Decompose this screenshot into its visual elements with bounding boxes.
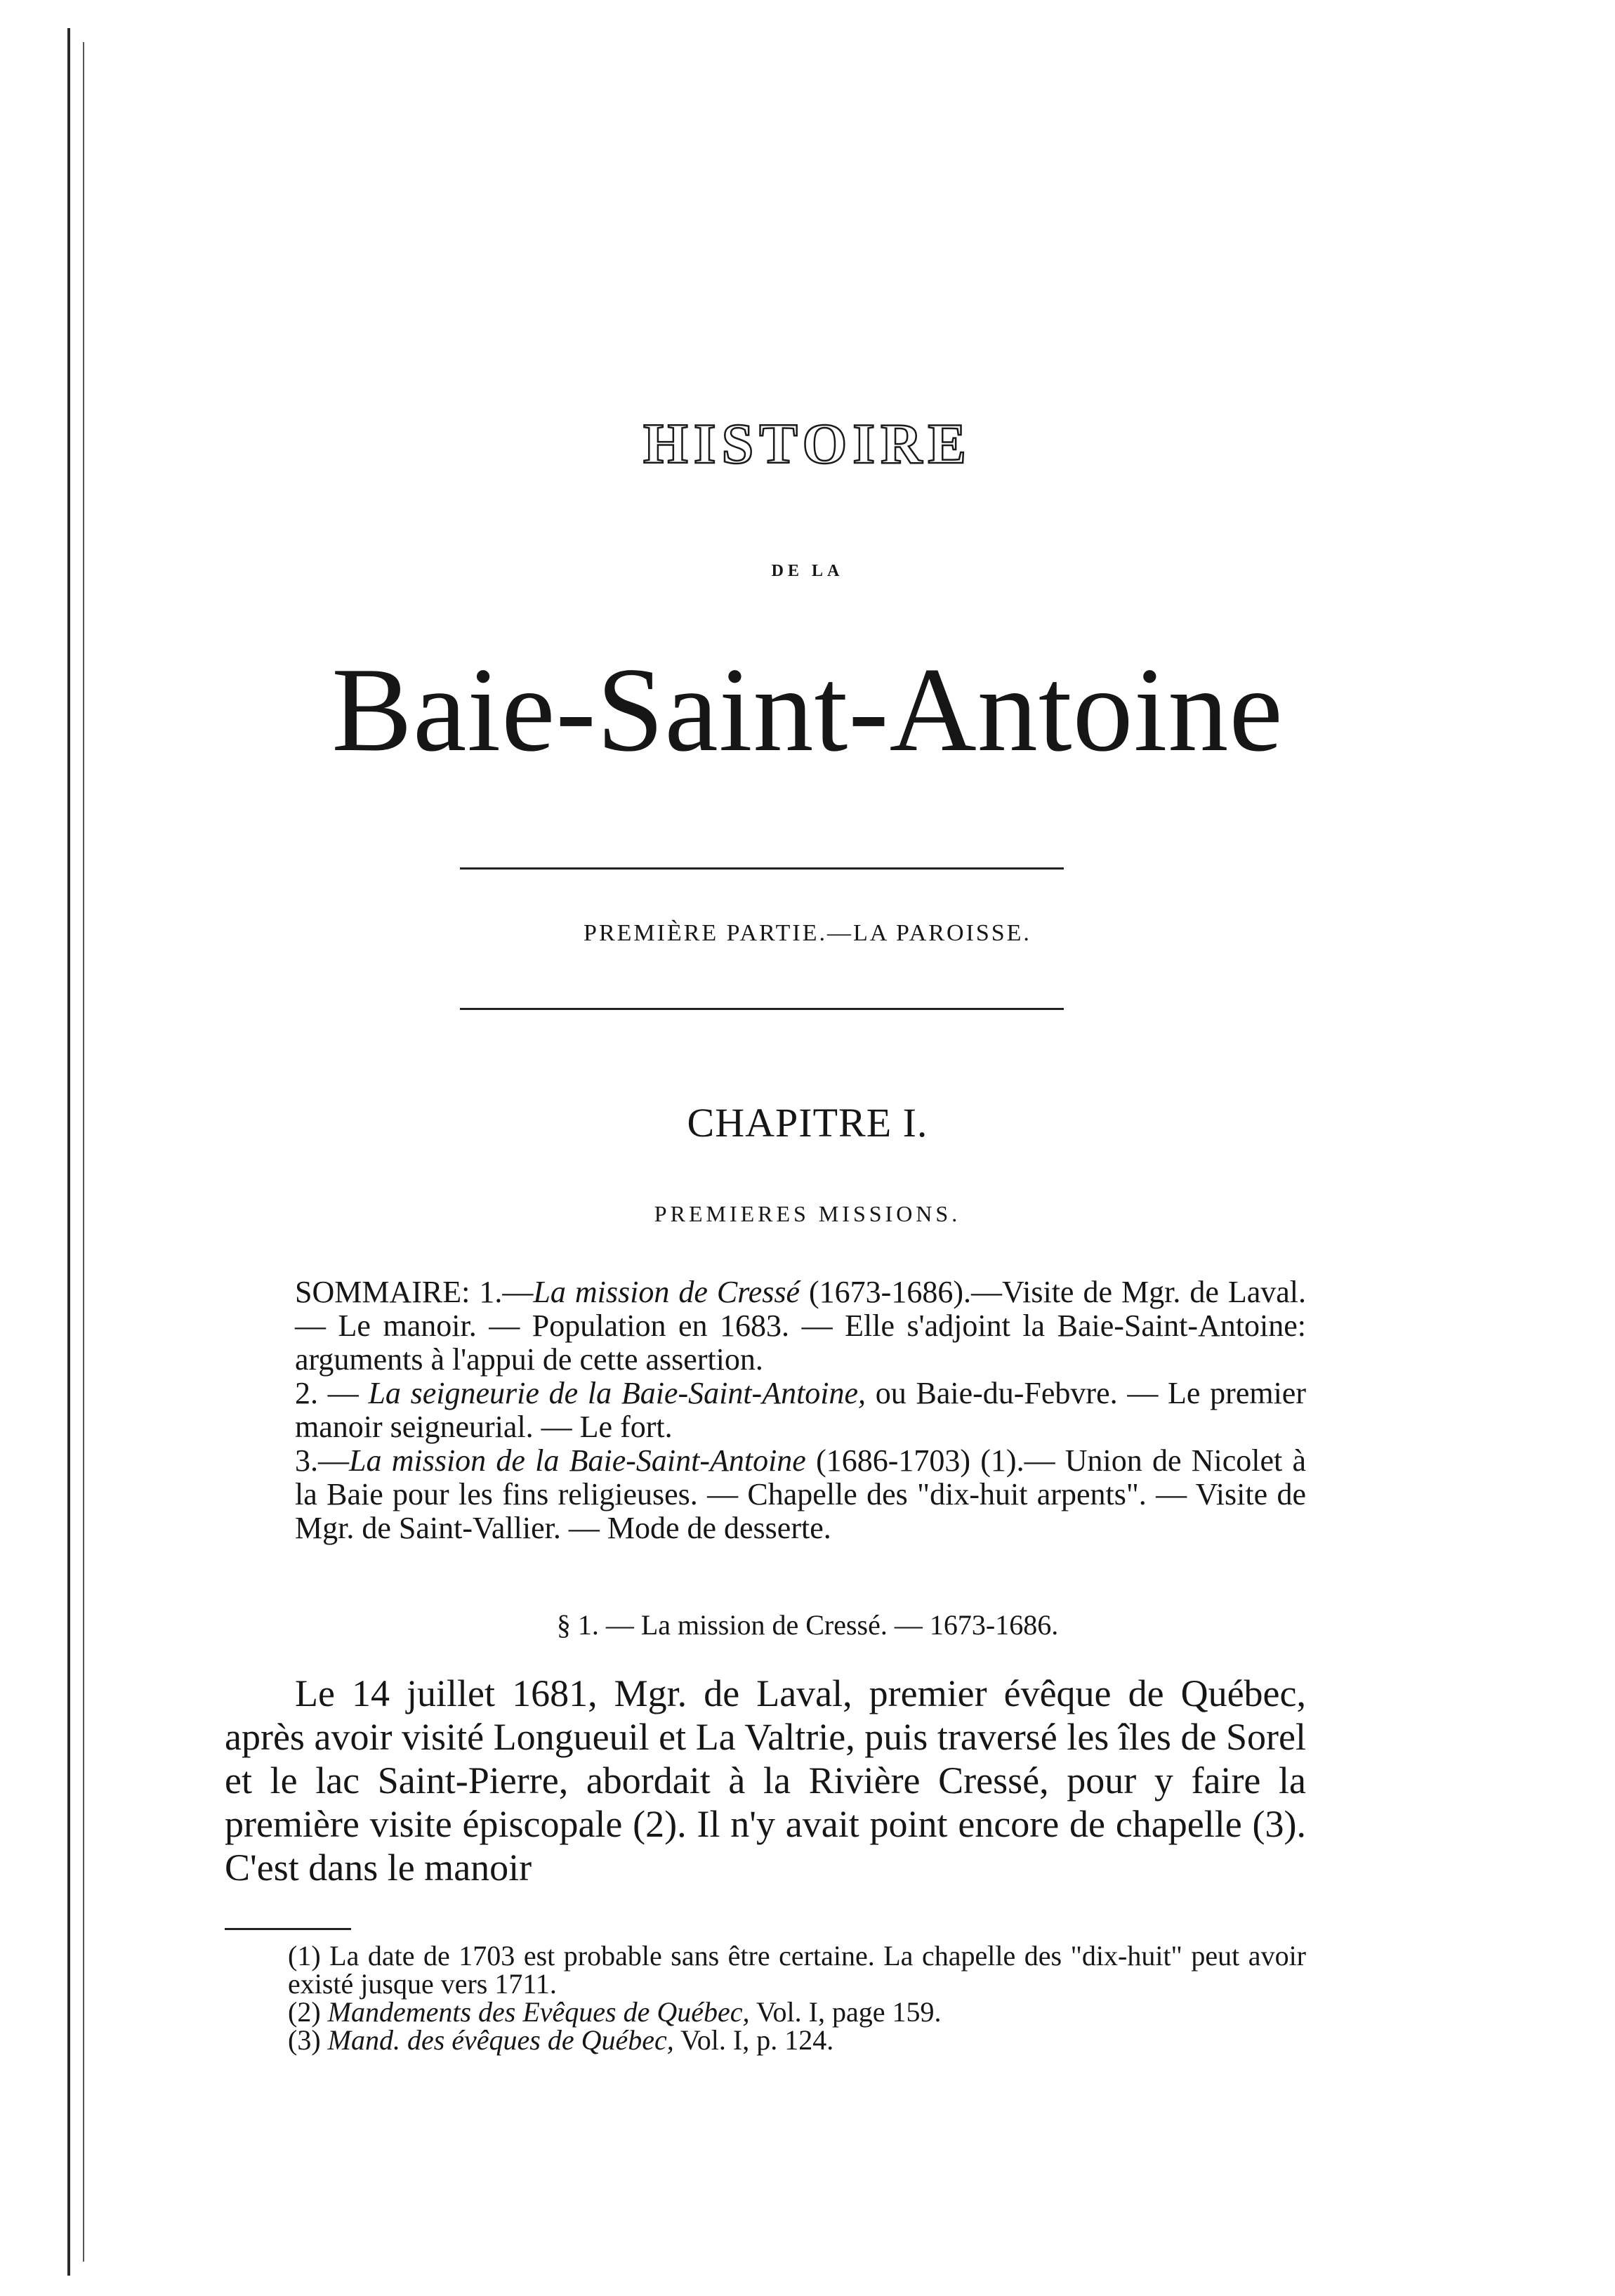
footnote-1: (1) La date de 1703 est probable sans être certaine. La chapelle des "dix-huit" peut avoir existé jusque vers 1711. bbox=[288, 1940, 1306, 2000]
main-title: Baie-Saint-Antoine bbox=[331, 643, 1284, 777]
footnote-3 bbox=[225, 2026, 1306, 2054]
summary-item-3 bbox=[225, 1444, 1306, 1545]
summary-item-1 bbox=[225, 1275, 1306, 1377]
footnotes bbox=[225, 1942, 1306, 2054]
summary-item-3-number: 3.— bbox=[295, 1443, 349, 1478]
summary-item-2 bbox=[225, 1377, 1306, 1444]
chapter-subheading: PREMIERES MISSIONS. bbox=[654, 1201, 961, 1226]
footnote-2-number: (2) bbox=[288, 1996, 321, 2028]
footnote-2-title: Mandements des Evêques de Québec, bbox=[327, 1996, 750, 2028]
summary-block bbox=[225, 1275, 1306, 1545]
summary-label: SOMMAIRE: bbox=[295, 1275, 470, 1309]
summary-item-2-text: ou Baie-du-Febvre. — Le premier manoir seigneurial. — Le fort. bbox=[295, 1376, 1306, 1444]
footnote-3-number: (3) bbox=[288, 2024, 321, 2056]
summary-item-1-number: 1.— bbox=[479, 1275, 534, 1309]
part-heading: PREMIÈRE PARTIE.—LA PAROISSE. bbox=[584, 920, 1031, 946]
summary-item-1-title: La mission de Cressé bbox=[533, 1275, 800, 1309]
summary-item-2-title: La seigneurie de la Baie-Saint-Antoine, bbox=[368, 1376, 866, 1410]
body-paragraph: Le 14 juillet 1681, Mgr. de Laval, premier évêque de Québec, après avoir visité Longueuil et La Valtrie, puis traversé les îles de Sorel et le lac Saint-Pierre, abordait à la Rivière Cressé, pour y faire la première visite épiscopale (2). Il n'y avait point encore de chapelle (3). C'est dans le manoir bbox=[225, 1672, 1306, 1889]
footnote-2-ref: Vol. I, page 159. bbox=[756, 1996, 942, 2028]
footnote-3-title: Mand. des évêques de Québec, bbox=[327, 2024, 674, 2056]
chapter-heading: CHAPITRE I. bbox=[687, 1100, 928, 1146]
summary-item-3-title: La mission de la Baie-Saint-Antoine bbox=[349, 1443, 806, 1478]
footnote-2 bbox=[225, 1998, 1306, 2026]
body-text bbox=[225, 1672, 1306, 1889]
binding-edge-line bbox=[67, 28, 70, 2276]
title-rule-top bbox=[460, 867, 1064, 870]
summary-item-3-text: (1686-1703) (1).— Union de Nicolet à la Baie pour les fins religieuses. — Chapelle des "dix-huit arpents". — Visite de Mgr. de Saint-Vallier. — Mode de desserte. bbox=[295, 1443, 1307, 1545]
summary-item-1-text: (1673-1686).—Visite de Mgr. de Laval. — Le manoir. — Population en 1683. — Elle s'adjoint la Baie-Saint-Antoine: arguments à l'appui de cette assertion. bbox=[295, 1275, 1307, 1377]
heading-de-la: DE LA bbox=[771, 562, 844, 580]
footnote-rule bbox=[225, 1928, 351, 1930]
footnote-3-ref: Vol. I, p. 124. bbox=[680, 2024, 834, 2056]
heading-histoire: HISTOIRE bbox=[642, 412, 973, 475]
summary-item-2-number: 2. — bbox=[295, 1376, 359, 1410]
binding-edge-line-inner bbox=[83, 42, 84, 2262]
section-heading: § 1. — La mission de Cressé. — 1673-1686. bbox=[556, 1609, 1059, 1641]
title-rule-bottom bbox=[460, 1008, 1064, 1010]
